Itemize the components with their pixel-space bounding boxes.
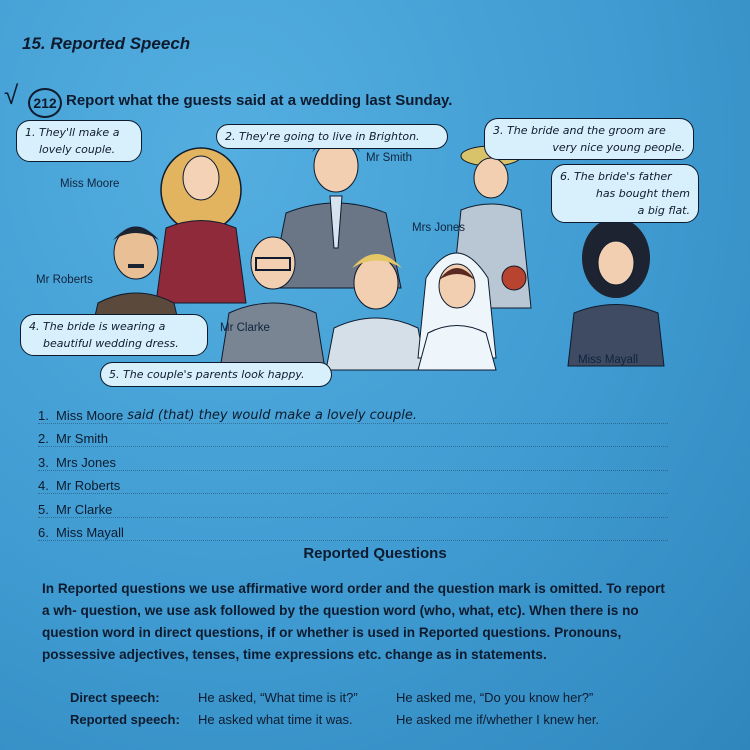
tick-mark: √ — [4, 80, 19, 110]
label-mr-clarke: Mr Clarke — [220, 322, 270, 334]
label-miss-mayall: Miss Mayall — [578, 354, 639, 366]
speech-bubble-5: 5. The couple's parents look happy. — [100, 362, 332, 387]
speech-bubble-3: 3. The bride and the groom are very nice young people. — [484, 118, 694, 160]
miss-moore-figure — [156, 148, 246, 303]
label-mrs-jones: Mrs Jones — [412, 222, 466, 234]
exercise-number: 212 — [28, 88, 62, 118]
section-title: 15. Reported Speech — [22, 34, 191, 53]
answer-row[interactable]: 3. Mrs Jones — [38, 447, 668, 471]
examples-table — [70, 686, 710, 730]
reported-questions-title: Reported Questions — [303, 545, 447, 562]
answer-row[interactable]: 2. Mr Smith — [38, 424, 668, 448]
handwritten-answer: said (that) they would make a lovely couple. — [127, 407, 417, 423]
reported-questions-explanation: In Reported questions we use affirmative word order and the question mark is omitted. To report a wh- question, we use ask followed by the question word (who, what, etc). When there is no question word in direct questions, if or whether is used in Reported questions. Pronouns, possessive adjectives, tenses, time expressions etc. change as in statements. — [42, 581, 665, 662]
speech-bubble-6: 6. The bride's father has bought them a big flat. — [551, 164, 699, 223]
speech-bubble-4: 4. The bride is wearing a beautiful wedding dress. — [20, 314, 208, 356]
label-mr-smith: Mr Smith — [366, 152, 412, 164]
label-miss-moore: Miss Moore — [60, 178, 120, 190]
label-mr-roberts: Mr Roberts — [36, 274, 93, 286]
answer-list — [38, 400, 668, 541]
reported-speech-row: Reported speech: He asked what time it was. He asked me if/whether I knew her. — [70, 711, 600, 727]
miss-mayall-figure — [568, 218, 664, 366]
exercise-instruction: Report what the guests said at a wedding last Sunday. — [66, 92, 453, 109]
speech-bubble-2: 2. They're going to live in Brighton. — [216, 124, 448, 149]
wedding-illustration — [16, 118, 690, 390]
answer-row[interactable]: 4. Mr Roberts — [38, 471, 668, 495]
answer-row[interactable]: 1. Miss Moore said (that) they would make a lovely couple. — [38, 400, 668, 424]
direct-speech-row: Direct speech: He asked, “What time is it?” He asked me, “Do you know her?” — [70, 689, 594, 705]
answer-row[interactable]: 5. Mr Clarke — [38, 494, 668, 518]
speech-bubble-1: 1. They'll make a lovely couple. — [16, 120, 142, 162]
answer-row[interactable]: 6. Miss Mayall — [38, 518, 668, 542]
